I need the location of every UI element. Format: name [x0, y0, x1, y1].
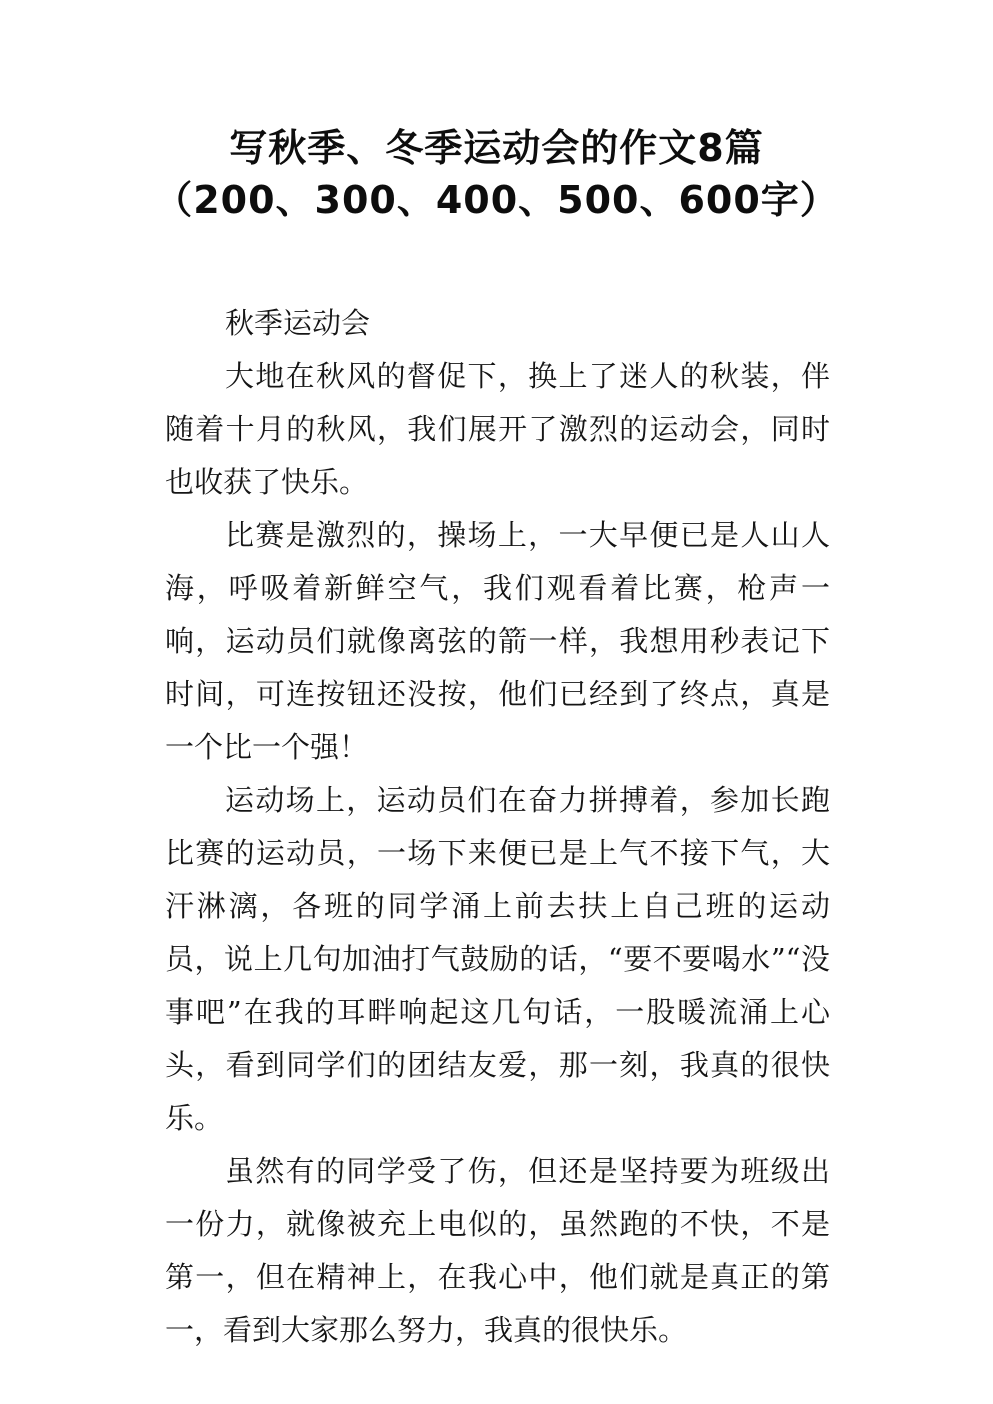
- document-title: [0, 122, 993, 226]
- paragraph-1: 大地在秋风的督促下，换上了迷人的秋装，伴随着十月的秋风，我们展开了激烈的运动会，同时也收获了快乐。: [165, 359, 830, 499]
- title-line-2: （200、300、400、500、600字）: [154, 178, 839, 222]
- paragraph-2: 比赛是激烈的，操场上，一大早便已是人山人海，呼吸着新鲜空气，我们观看着比赛，枪声一响，运动员们就像离弦的箭一样，我想用秒表记下时间，可连按钮还没按，他们已经到了终点，真是一个比一个强！: [165, 518, 830, 764]
- title-line-1: 写秋季、冬季运动会的作文8篇: [229, 126, 764, 170]
- document-body: [165, 297, 830, 1357]
- paragraph-4: 虽然有的同学受了伤，但还是坚持要为班级出一份力，就像被充上电似的，虽然跑的不快，不是第一，但在精神上，在我心中，他们就是真正的第一，看到大家那么努力，我真的很快乐。: [165, 1154, 830, 1347]
- section-heading: 秋季运动会: [225, 306, 371, 340]
- paragraph-3: 运动场上，运动员们在奋力拼搏着，参加长跑比赛的运动员，一场下来便已是上气不接下气，大汗淋漓，各班的同学涌上前去扶上自己班的运动员，说上几句加油打气鼓励的话，“要不要喝水”“没事吧”在我的耳畔响起这几句话，一股暖流涌上心头，看到同学们的团结友爱，那一刻，我真的很快乐。: [165, 783, 830, 1135]
